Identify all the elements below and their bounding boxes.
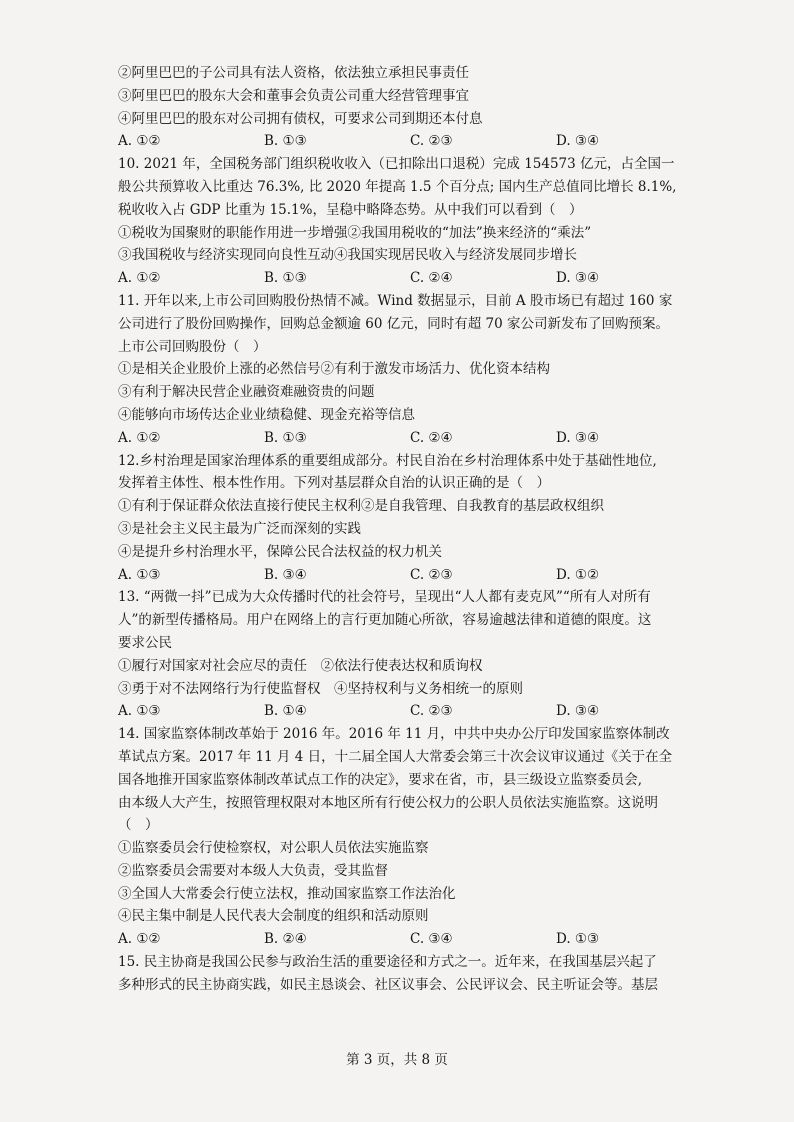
choice-a: A. ①② bbox=[118, 931, 161, 948]
answer-choices bbox=[118, 130, 698, 153]
choice-c: C. ③④ bbox=[410, 931, 453, 948]
question-block-11 bbox=[118, 290, 698, 450]
choice-a: A. ①③ bbox=[118, 703, 161, 720]
text-line: ③有利于解决民营企业融资难融资贵的问题 bbox=[118, 384, 375, 401]
choice-d: D. ③④ bbox=[556, 703, 600, 720]
question-block-13 bbox=[118, 586, 698, 723]
choice-b: B. ①③ bbox=[264, 133, 307, 150]
choice-a: A. ①② bbox=[118, 429, 161, 446]
text-line: 国各地推开国家监察体制改革试点工作的决定》，要求在省，市，县三级设立监察委员会, bbox=[118, 771, 643, 788]
choice-c: C. ②④ bbox=[410, 429, 453, 446]
choice-b: B. ①③ bbox=[264, 429, 307, 446]
text-line: ③是社会主义民主最为广泛而深刻的实践 bbox=[118, 520, 361, 537]
text-line: ④阿里巴巴的股东对公司拥有债权，可要求公司到期还本付息 bbox=[118, 110, 483, 127]
question-block-12 bbox=[118, 450, 698, 587]
choice-d: D. ③④ bbox=[556, 133, 600, 150]
text-line: ②监察委员会需要对本级人大负责，受其监督 bbox=[118, 862, 388, 879]
text-line: ③阿里巴巴的股东大会和董事会负责公司重大经营管理事宜 bbox=[118, 87, 469, 104]
choice-a: A. ①③ bbox=[118, 566, 161, 583]
text-line: 12.乡村治理是国家治理体系的重要组成部分。村民自治在乡村治理体系中处于基础性地位, bbox=[118, 452, 657, 469]
text-line: ①是相关企业股价上涨的必然信号②有利于激发市场活力、优化资本结构 bbox=[118, 361, 550, 378]
text-line: 由本级人大产生，按照管理权限对本地区所有行使公权力的公职人员依法实施监察。这说明 bbox=[118, 794, 658, 811]
text-line: ①监察委员会行使检察权，对公职人员依法实施监察 bbox=[118, 840, 429, 857]
answer-choices bbox=[118, 700, 698, 723]
choice-b: B. ③④ bbox=[264, 566, 307, 583]
text-line: 13. “两微一抖”已成为大众传播时代的社会符号，呈现出“人人都有麦克风”“所有人对所有 bbox=[118, 589, 651, 606]
question-block-15 bbox=[118, 951, 698, 997]
text-line: ④能够向市场传达企业业绩稳健、现金充裕等信息 bbox=[118, 406, 415, 423]
choice-c: C. ②④ bbox=[410, 270, 453, 287]
text-line: ②阿里巴巴的子公司具有法人资格，依法独立承担民事责任 bbox=[118, 65, 469, 81]
text-line: 革试点方案。2017 年 11 月 4 日，十二届全国人大常委会第三十次会议审议通过《关于在全 bbox=[118, 748, 673, 765]
choice-c: C. ②③ bbox=[410, 133, 453, 150]
choice-d: D. ③④ bbox=[556, 270, 600, 287]
answer-choices bbox=[118, 928, 698, 951]
page-number: 第 3 页，共 8 页 bbox=[346, 1052, 448, 1068]
text-line: ③我国税收与经济实现同向良性互动④我国实现居民收入与经济发展同步增长 bbox=[118, 247, 577, 264]
text-line: 发挥着主体性、根本性作用。下列对基层群众自治的认识正确的是（ ） bbox=[118, 475, 550, 492]
choice-d: D. ①③ bbox=[556, 931, 600, 948]
text-line: 人”的新型传播格局。用户在网络上的言行更加随心所欲，容易逾越法律和道德的限度。这 bbox=[118, 612, 652, 629]
text-line: ④是提升乡村治理水平，保障公民合法权益的权力机关 bbox=[118, 543, 442, 560]
text-line: 多种形式的民主协商实践，如民主恳谈会、社区议事会、公民评议会、民主听证会等。基层 bbox=[118, 976, 658, 993]
question-block-10 bbox=[118, 153, 698, 290]
answer-choices bbox=[118, 267, 698, 290]
text-line: 公司进行了股份回购操作，回购总金额逾 60 亿元，同时有超 70 家公司新发布了回购预案。 bbox=[118, 315, 670, 332]
answer-choices bbox=[118, 427, 698, 450]
choice-a: A. ①② bbox=[118, 133, 161, 150]
choice-b: B. ②④ bbox=[264, 931, 307, 948]
question-block-14 bbox=[118, 723, 698, 951]
text-line: ③勇于对不法网络行为行使监督权 ④坚持权利与义务相统一的原则 bbox=[118, 680, 523, 697]
choice-b: B. ①③ bbox=[264, 270, 307, 287]
text-line: ①税收为国聚财的职能作用进一步增强②我国用税收的“加法”换来经济的“乘法” bbox=[118, 224, 592, 241]
text-line: ④民主集中制是人民代表大会制度的组织和活动原则 bbox=[118, 908, 429, 925]
text-line: 11. 开年以来,上市公司回购股份热情不减。Wind 数据显示，目前 A 股市场已有超过 160 家 bbox=[118, 292, 673, 309]
text-line: 般公共预算收入比重达 76.3%, 比 2020 年提高 1.5 个百分点; 国内生产总值同比增长 8.1%, bbox=[118, 178, 677, 195]
text-line: 上市公司回购股份（ ） bbox=[118, 338, 267, 355]
choice-d: D. ①② bbox=[556, 566, 600, 583]
text-line: 15. 民主协商是我国公民参与政治生活的重要途径和方式之一。近年来，在我国基层兴起了 bbox=[118, 954, 657, 971]
text-line: ①有利于保证群众依法直接行使民主权利②是自我管理、自我教育的基层政权组织 bbox=[118, 498, 604, 515]
text-line: 14. 国家监察体制改革始于 2016 年。2016 年 11 月，中共中央办公厅印发国家监察体制改 bbox=[118, 726, 670, 743]
text-line: 税收收入占 GDP 比重为 15.1%，呈稳中略降态势。从中我们可以看到（ ） bbox=[118, 201, 583, 218]
question-block-0 bbox=[118, 62, 698, 153]
text-line: ①履行对国家对社会应尽的责任 ②依法行使表达权和质询权 bbox=[118, 657, 483, 674]
text-line: ③全国人大常委会行使立法权，推动国家监察工作法治化 bbox=[118, 885, 456, 902]
answer-choices bbox=[118, 564, 698, 587]
choice-d: D. ③④ bbox=[556, 429, 600, 446]
choice-b: B. ①④ bbox=[264, 703, 307, 720]
choice-c: C. ②③ bbox=[410, 566, 453, 583]
choice-c: C. ②③ bbox=[410, 703, 453, 720]
document-page bbox=[118, 62, 698, 997]
text-line: 要求公民 bbox=[118, 634, 172, 651]
text-line: 10. 2021 年，全国税务部门组织税收收入（已扣除出口退税）完成 154573 亿元，占全国一 bbox=[118, 156, 675, 173]
choice-a: A. ①② bbox=[118, 270, 161, 287]
text-line: （ ） bbox=[118, 817, 159, 834]
